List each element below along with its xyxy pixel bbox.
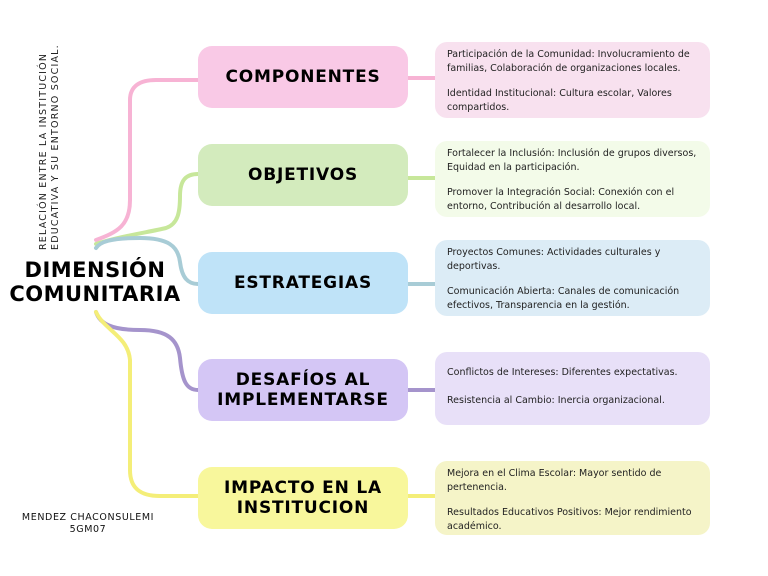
detail-impacto[interactable]	[435, 461, 710, 535]
detail-item: Fortalecer la Inclusión: Inclusión de grupos diversos, Equidad en la participación.	[447, 148, 697, 173]
author-name: MENDEZ CHACONSULEMI	[21, 512, 155, 523]
node-impacto[interactable]	[198, 467, 408, 529]
connector-desafios	[96, 312, 198, 390]
detail-item: Resistencia al Cambio: Inercia organizacional.	[447, 395, 665, 406]
node-label: COMPONENTES	[225, 67, 381, 87]
central-topic-line-2: COMUNITARIA	[9, 282, 181, 306]
node-desafios[interactable]	[198, 359, 408, 421]
node-label: OBJETIVOS	[247, 165, 359, 185]
central-topic[interactable]	[8, 258, 182, 306]
side-note	[38, 44, 62, 250]
central-topic-line-1: DIMENSIÓN	[24, 258, 166, 282]
node-componentes[interactable]	[198, 46, 408, 108]
detail-item: Promover la Integración Social: Conexión con el entorno, Contribución al desarrollo local.	[447, 187, 675, 212]
detail-item: Comunicación Abierta: Canales de comunicación efectivos, Transparencia en la gestión.	[447, 286, 680, 311]
detail-item: Mejora en el Clima Escolar: Mayor sentido de pertenencia.	[447, 468, 662, 493]
node-estrategias[interactable]	[198, 252, 408, 314]
detail-item: Resultados Educativos Positivos: Mejor rendimiento académico.	[447, 507, 692, 532]
detail-item: Participación de la Comunidad: Involucramiento de familias, Colaboración de organizaciones locales.	[447, 49, 690, 74]
side-note-line-2: EDUCATIVA Y SU ENTORNO SOCIAL.	[50, 44, 61, 250]
detail-componentes[interactable]	[435, 42, 710, 118]
author-credit	[12, 512, 164, 536]
author-group: 5GM07	[69, 524, 107, 535]
connector-impacto	[96, 312, 198, 496]
detail-desafios[interactable]	[435, 352, 710, 425]
detail-objetivos[interactable]	[435, 141, 710, 217]
side-note-line-1: RELACIÓN ENTRE LA INSTITUCIÓN	[38, 52, 49, 250]
detail-item: Proyectos Comunes: Actividades culturales y deportivas.	[447, 247, 661, 272]
connector-componentes	[96, 80, 198, 240]
node-label: DESAFÍOS AL IMPLEMENTARSE	[217, 370, 389, 410]
node-objetivos[interactable]	[198, 144, 408, 206]
detail-estrategias[interactable]	[435, 240, 710, 316]
detail-item: Identidad Institucional: Cultura escolar, Valores compartidos.	[447, 88, 672, 113]
node-label: ESTRATEGIAS	[233, 273, 373, 293]
node-label: IMPACTO EN LA INSTITUCION	[224, 478, 382, 518]
detail-item: Conflictos de Intereses: Diferentes expectativas.	[447, 367, 678, 378]
